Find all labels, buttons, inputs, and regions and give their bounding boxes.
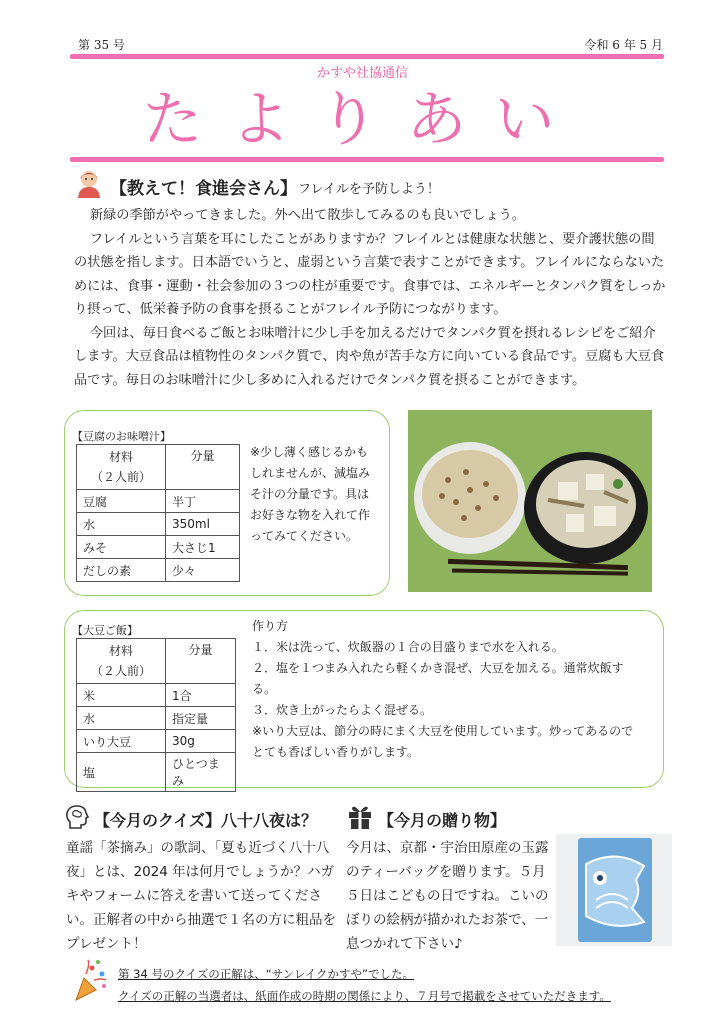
winner-note: クイズの正解の当選者は、紙面作成の時期の関係により、７月号で掲載をさせていただきます。 [118, 989, 611, 1003]
newsletter-title: たよりあい [142, 85, 583, 155]
cell-amount: 30g [166, 730, 236, 753]
party-popper-icon [70, 958, 108, 1004]
method-step: １．米は洗って、炊飯器の１合の目盛りまで水を入れる。 [252, 640, 564, 654]
newsletter-subtitle: かすや社協通信 [316, 66, 408, 81]
cell-item: いり大豆 [77, 730, 166, 753]
cell-amount: 350ml [166, 513, 240, 536]
cell-amount: 半丁 [166, 490, 240, 513]
cell-amount: 1合 [166, 684, 236, 707]
article-body [74, 204, 666, 392]
table-row [77, 490, 240, 513]
issue-number: 第 35 号 [78, 38, 125, 52]
method-step: ３．炊き上がったらよく混ぜる。 [252, 703, 433, 717]
quiz-heading: 【今月のクイズ】八十八夜は？ [94, 811, 318, 830]
cell-amount: 大さじ1 [166, 536, 240, 559]
quiz-text: 童謡「茶摘み」の歌詞、「夏も近づく八十八夜」とは、2024 年は何月でしょうか？ハガキやフォームに答えを書いて送ってください。正解者の中から抽選で１名の方に粗品をプレゼント！ [66, 840, 336, 952]
chef-avatar-icon [74, 168, 104, 198]
cell-item: 水 [77, 513, 166, 536]
header-text: 材料 [108, 644, 133, 658]
food-photo [408, 410, 652, 592]
cell-item: 水 [77, 707, 166, 730]
cell-item: だしの素 [77, 559, 166, 582]
ingredient-table-rice [76, 638, 236, 792]
top-divider [70, 54, 664, 59]
table-header-material [77, 639, 166, 684]
issue-date: 令和 6 年 5 月 [584, 38, 663, 52]
table-row [77, 684, 236, 707]
cell-amount: 少々 [166, 559, 240, 582]
section-subheading: フレイルを予防しよう！ [298, 182, 440, 197]
title-divider [70, 157, 664, 162]
gift-box-icon [346, 802, 374, 830]
header-text: （２人前） [90, 664, 151, 678]
table-header-amount: 分量 [166, 445, 240, 490]
cell-amount: 指定量 [166, 707, 236, 730]
gift-text: 今月は、京都・宇治田原産の玉露のティーバッグを贈ります。５月５日はこどもの日ですね。こいのぼりの絵柄が描かれたお茶で、一息つかれて下さい♪ [346, 840, 549, 952]
paragraph: フレイルという言葉を耳にしたことがありますか？フレイルとは健康な状態と、要介護状態の間の状態を指します。日本語でいうと、虚弱という言葉で表すことができます。フレイルにならないためには、食事・運動・社会参加の３つの柱が重要です。食事では、エネルギーとタンパク質をしっかり摂って、低栄養予防の食事を摂ることがフレイル予防につながります。 [74, 231, 666, 317]
method-step: ２．塩を１つまみ入れたら軽くかき混ぜ、大豆を加える。通常炊飯する。 [252, 661, 624, 696]
cell-item: 米 [77, 684, 166, 707]
gift-heading: 【今月の贈り物】 [378, 811, 507, 830]
table-row [77, 707, 236, 730]
header-text: （２人前） [90, 470, 151, 484]
table-row [77, 753, 236, 792]
paragraph: 新緑の季節がやってきました。外へ出て散歩してみるのも良いでしょう。 [89, 208, 526, 223]
table-row [77, 513, 240, 536]
method-title: 作り方 [252, 619, 289, 633]
table-header-amount: 分量 [166, 639, 236, 684]
cell-item: みそ [77, 536, 166, 559]
header-text: 材料 [108, 450, 133, 464]
carp-streamer-icon [556, 834, 672, 946]
table-row [77, 559, 240, 582]
paragraph: 今回は、毎日食べるご飯とお味噌汁に少し手を加えるだけでタンパク質を摂れるレシピをご紹介します。大豆食品は植物性のタンパク質で、肉や魚が苦手な方に向いている食品です。豆腐も大豆食品です。毎日のお味噌汁に少し多めに入れるだけでタンパク質を摂ることができます。 [74, 325, 665, 388]
recipe-label: 【大豆ご飯】 [72, 624, 138, 637]
brain-head-icon [64, 804, 90, 830]
quiz-answer-note: 第 34 号のクイズの正解は、“サンレイクかすや”でした。 [118, 967, 414, 981]
recipe-note: ※少し薄く感じるかもしれませんが、減塩みそ汁の分量です。具はお好きな物を入れて作ってみてください。 [250, 445, 371, 543]
section-heading: 【教えて！食進会さん】 [110, 179, 297, 199]
cell-amount: ひとつまみ [166, 753, 236, 792]
ingredient-table-miso [76, 444, 240, 582]
table-row [77, 536, 240, 559]
table-header-material [77, 445, 166, 490]
recipe-method [252, 616, 644, 763]
recipe-label: 【豆腐のお味噌汁】 [72, 430, 171, 443]
gift-photo [556, 834, 672, 946]
recipe-note: ※いり大豆は、節分の時にまく大豆を使用しています。炒ってあるのでとても香ばしい香りがします。 [252, 724, 634, 759]
cell-item: 塩 [77, 753, 166, 792]
table-row [77, 730, 236, 753]
cell-item: 豆腐 [77, 490, 166, 513]
